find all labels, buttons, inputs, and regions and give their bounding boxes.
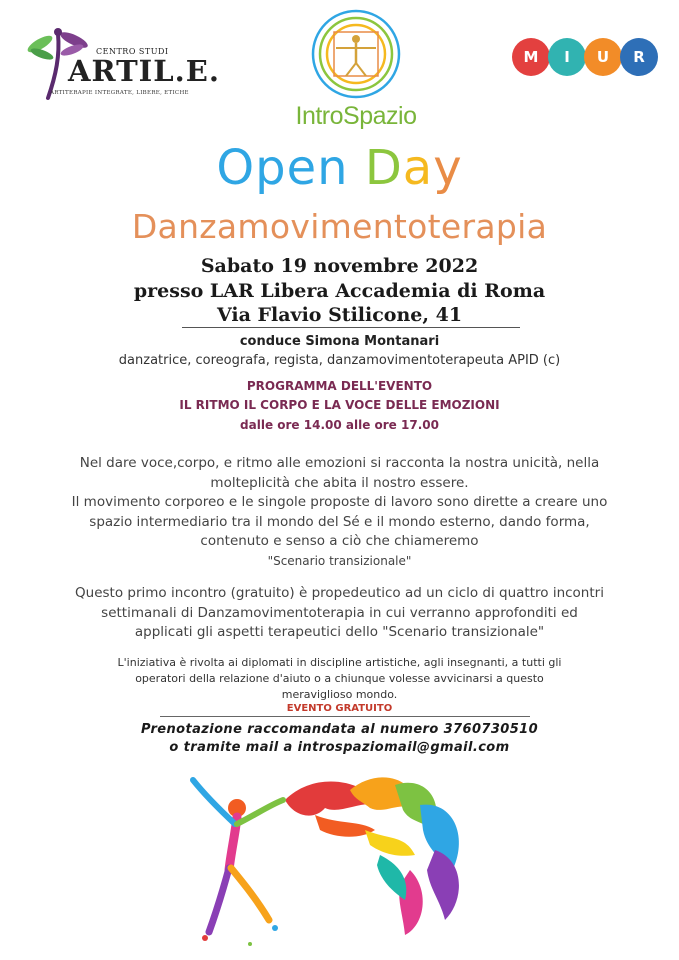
- paragraph-cycle: [0, 584, 679, 643]
- free-event-badge: EVENTO GRATUITO: [286, 703, 393, 714]
- title-open: Open: [216, 140, 349, 196]
- artile-small-top: CENTRO STUDI: [96, 47, 169, 56]
- host-roles: danzatrice, coreografa, regista, danzamovimentoterapeuta APID (c): [118, 353, 561, 368]
- miur-logo: [512, 38, 662, 80]
- program-theme: IL RITMO IL CORPO E LA VOCE DELLE EMOZIONI: [179, 398, 500, 412]
- miur-letter-m: M: [512, 38, 550, 76]
- paragraph-line: Il movimento corporeo e le singole proposte di lavoro sono dirette a creare uno: [71, 494, 608, 510]
- divider: [182, 327, 520, 328]
- booking-email: o tramite mail a introspaziomail@gmail.com: [169, 740, 510, 755]
- event-date: Sabato 19 novembre 2022: [200, 255, 479, 277]
- title-a: a: [402, 140, 434, 196]
- miur-letter-r: R: [620, 38, 658, 76]
- paragraph-line: settimanali di Danzamovimentoterapia in cui verranno approfonditi ed: [101, 604, 578, 621]
- event-place: presso LAR Libera Accademia di Roma: [133, 280, 546, 302]
- program-time: dalle ore 14.00 alle ore 17.00: [240, 418, 439, 432]
- paragraph-line: L'iniziativa è rivolta ai diplomati in discipline artistiche, agli insegnanti, a tutti gli: [117, 656, 562, 669]
- paragraph-line: operatori della relazione d'aiuto o a chiunque volesse avvicinarsi a questo: [135, 672, 544, 685]
- paragraph-line: "Scenario transizionale": [267, 553, 412, 568]
- page-title: [0, 140, 679, 196]
- artile-name: ARTIL.E.: [68, 54, 220, 88]
- artile-tagline: ARTITERAPIE INTEGRATE, LIBERE, ETICHE: [50, 90, 189, 96]
- dancer-illustration: [165, 760, 495, 950]
- title-d: D: [348, 140, 403, 196]
- subtitle: Danzamovimentoterapia: [131, 207, 548, 246]
- miur-letter-u: U: [584, 38, 622, 76]
- program-heading: PROGRAMMA DELL'EVENTO: [246, 379, 433, 393]
- introspazio-logo: [276, 8, 436, 134]
- vitruvian-man-icon: [276, 8, 436, 102]
- paragraph-line: contenuto e senso a ciò che chiameremo: [200, 533, 479, 549]
- introspazio-name: IntroSpazio: [295, 102, 417, 130]
- paragraph-line: Nel dare voce,corpo, e ritmo alle emozioni si racconta la nostra unicità, nella: [79, 455, 600, 471]
- paragraph-audience: [0, 655, 679, 703]
- divider: [160, 716, 530, 717]
- booking-phone: Prenotazione raccomandata al numero 3760730510: [140, 722, 539, 737]
- paragraph-line: meraviglioso mondo.: [281, 688, 398, 701]
- paragraph-intro: [0, 454, 679, 571]
- paragraph-line: Questo primo incontro (gratuito) è propedeutico ad un ciclo di quattro incontri: [75, 585, 604, 601]
- paragraph-line: applicati gli aspetti terapeutici dello "Scenario transizionale": [134, 624, 545, 640]
- host-name: conduce Simona Montanari: [239, 334, 440, 349]
- title-y: y: [433, 140, 463, 196]
- paragraph-line: molteplicità che abita il nostro essere.: [210, 474, 469, 491]
- event-street: Via Flavio Stilicone, 41: [216, 304, 463, 326]
- miur-letter-i: I: [548, 38, 586, 76]
- artile-logo: [18, 10, 220, 105]
- paragraph-line: spazio intermediario tra il mondo del Sé e il mondo esterno, dando forma,: [89, 513, 590, 530]
